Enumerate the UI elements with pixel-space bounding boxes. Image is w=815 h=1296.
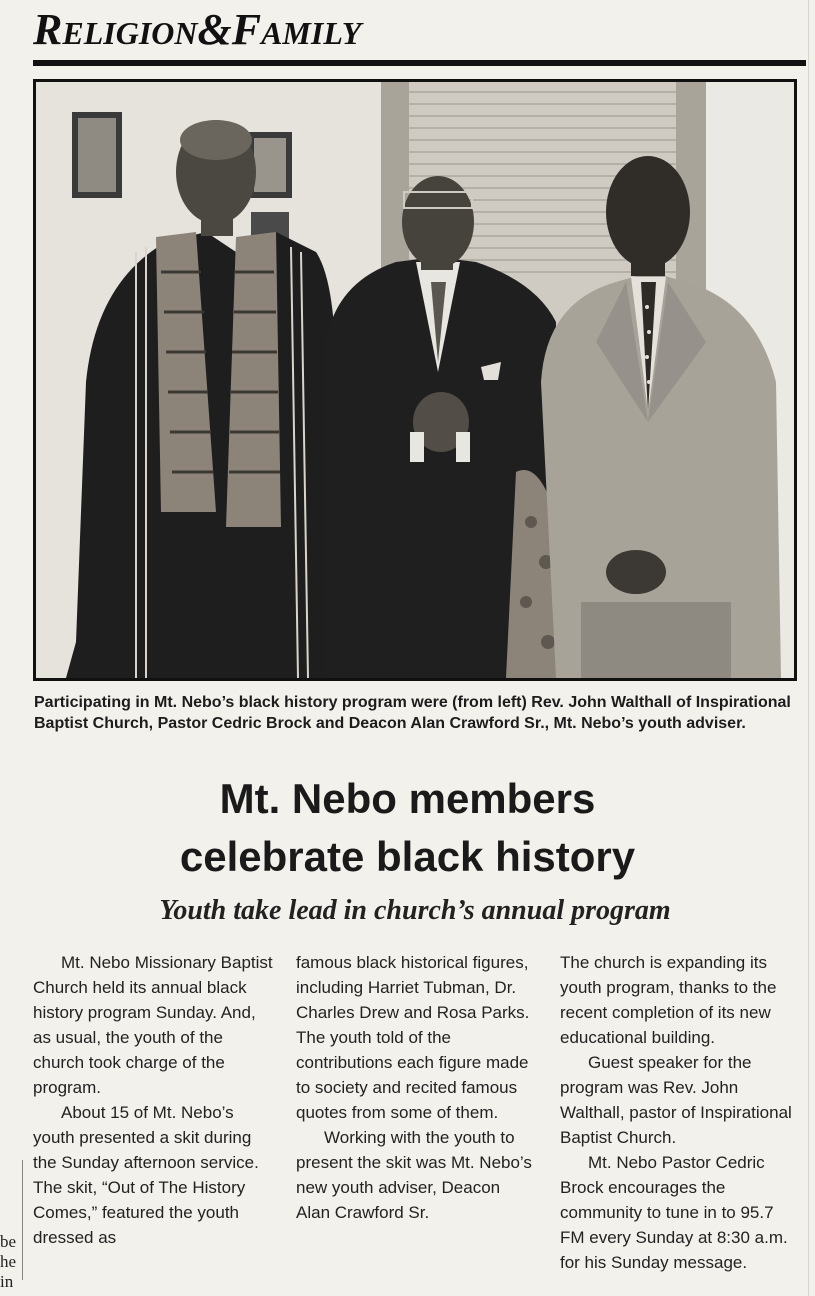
- news-photo: [33, 79, 797, 681]
- section-heading-initial-1: R: [33, 5, 63, 54]
- article-paragraph: Mt. Nebo Pastor Cedric Brock encourages the community to tune in to 95.7 FM every Sunday at 8:30 a.m. for his Sunday message.: [560, 1153, 788, 1272]
- article-paragraph: Working with the youth to present the skit was Mt. Nebo’s new youth adviser, Deacon Alan Crawford Sr.: [296, 1128, 532, 1222]
- section-heading-word-2: AMILY: [261, 15, 362, 51]
- photo-illustration: [36, 82, 794, 678]
- edge-word: in: [0, 1272, 14, 1291]
- edge-word: he: [0, 1252, 17, 1271]
- column-divider: [22, 1160, 23, 1280]
- adjacent-column-fragment: [0, 1232, 17, 1292]
- article-paragraph: famous black historical figures, including Harriet Tubman, Dr. Charles Drew and Rosa Parks. The youth told of the contributions each figure made to society and recited famous quotes from some of them.: [296, 953, 530, 1122]
- subheadline: Youth take lead in church’s annual program: [159, 895, 671, 926]
- article-column-3: [560, 950, 798, 1275]
- section-heading: [33, 5, 362, 54]
- headline: [0, 770, 815, 886]
- section-rule: [33, 60, 806, 66]
- article-paragraph: About 15 of Mt. Nebo’s youth presented a skit during the Sunday afternoon service. The skit, “Out of The History Comes,” featured the youth dressed as: [33, 1103, 259, 1247]
- page-edge: [808, 0, 809, 1296]
- article-column-2: [296, 950, 536, 1225]
- article-paragraph: The church is expanding its youth program, thanks to the recent completion of its new educational building.: [560, 953, 777, 1047]
- section-heading-word-1: ELIGION: [62, 15, 198, 51]
- photo-caption: Participating in Mt. Nebo’s black history program were (from left) Rev. John Walthall of Inspirational Baptist Church, Pastor Cedric Brock and Deacon Alan Crawford Sr., Mt. Nebo’s youth adviser.: [34, 694, 791, 732]
- headline-line-2: celebrate black history: [179, 833, 636, 880]
- headline-line-1: Mt. Nebo members: [219, 775, 596, 822]
- section-heading-initial-2: F: [231, 5, 262, 54]
- article-paragraph: Guest speaker for the program was Rev. John Walthall, pastor of Inspirational Baptist Church.: [560, 1053, 792, 1147]
- edge-word: be: [0, 1232, 17, 1251]
- article-paragraph: Mt. Nebo Missionary Baptist Church held its annual black history program Sunday. And, as usual, the youth of the church took charge of the program.: [33, 953, 273, 1097]
- article-column-1: [33, 950, 273, 1250]
- section-heading-ampersand: &: [197, 5, 232, 54]
